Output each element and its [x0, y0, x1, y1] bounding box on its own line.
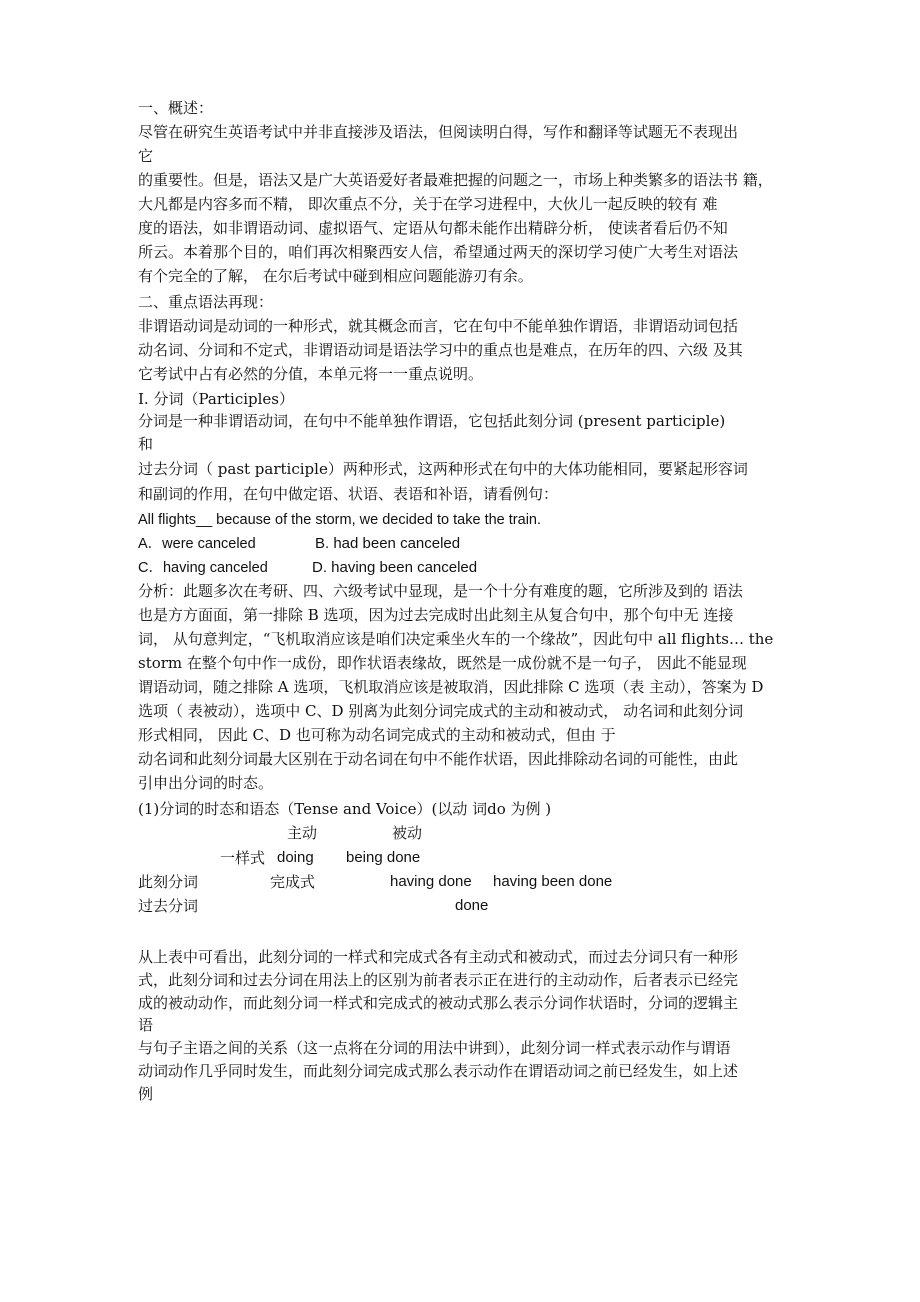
- analysis-line: 动名词和此刻分词最大区别在于动名词在句中不能作状语，因此排除动名词的可能性，由此: [138, 750, 739, 768]
- part1-heading: I. 分词（Participles）: [138, 390, 294, 408]
- section2-line: 动名词、分词和不定式，非谓语动词是语法学习中的重点也是难点，在历年的四、六级 及其: [138, 341, 743, 359]
- analysis-line: 也是方方面面，第一排除 B 选项，因为过去完成时出此刻主从复合句中，那个句中无 连接: [138, 606, 734, 624]
- example-question: All flights__ because of the storm, we decided to take the train.: [138, 512, 542, 528]
- intro-line: 所云。本着那个目的，咱们再次相聚西安人信，希望通过两天的深切学习使广大考生对语法: [138, 243, 739, 261]
- analysis-line: 词， 从句意判定，“飞机取消应该是咱们决定乘坐火车的一个缘故”，因此句中 all flights… the: [138, 630, 774, 648]
- example-option-d: D. having been canceled: [312, 559, 478, 576]
- intro-line: 度的语法，如非谓语动词、虚拟语气、定语从句都未能作出精辟分析， 使读者看后仍不知: [138, 219, 728, 237]
- analysis-line: 选项（ 表被动），选项中 C、D 别离为此刻分词完成式的主动和被动式， 动名词和此刻分词: [138, 702, 744, 720]
- conclusion-line: 动词动作几乎同时发生，而此刻分词完成式那么表示动作在谓语动词之前已经发生，如上述: [138, 1062, 739, 1080]
- conclusion-line: 语: [138, 1016, 154, 1034]
- example-option-c: C．having canceled: [138, 560, 268, 576]
- example-option-b: B. had been canceled: [315, 535, 461, 552]
- conclusion-line: 从上表中可看出，此刻分词的一样式和完成式各有主动式和被动式，而过去分词只有一种形: [138, 948, 739, 966]
- table-row2-sub: 完成式: [270, 873, 316, 891]
- section2-line: 它考试中占有必然的分值，本单元将一一重点说明。: [138, 365, 484, 383]
- table-row1-active: doing: [277, 849, 314, 866]
- section2-line: 非谓语动词是动词的一种形式，就其概念而言，它在句中不能单独作谓语，非谓语动词包括: [138, 317, 739, 335]
- conclusion-line: 与句子主语之间的关系（这一点将在分词的用法中讲到），此刻分词一样式表示动作与谓语: [138, 1039, 731, 1057]
- table-row3-label: 过去分词: [138, 897, 199, 915]
- table-row2-passive: having been done: [493, 873, 613, 890]
- table-col-active: 主动: [287, 824, 318, 842]
- analysis-line: 分析：此题多次在考研、四、六级考试中显现，是一个十分有难度的题，它所涉及到的 语法: [138, 582, 743, 600]
- tense-heading: (1)分词的时态和语态（Tense and Voice）(以动 词do 为例 ): [138, 800, 552, 818]
- table-col-passive: 被动: [392, 824, 423, 842]
- analysis-line: 引申出分词的时态。: [138, 774, 274, 792]
- part1-line: 分词是一种非谓语动词，在句中不能单独作谓语，它包括此刻分词 (present participle): [138, 412, 726, 430]
- intro-line: 大凡都是内容多而不精， 即次重点不分，关于在学习进程中，大伙儿一起反映的较有 难: [138, 195, 718, 213]
- intro-line: 的重要性。但是，语法又是广大英语爱好者最难把握的问题之一，市场上种类繁多的语法书 籍，: [138, 171, 773, 189]
- analysis-line: 形式相同， 因此 C、D 也可称为动名词完成式的主动和被动式，但由 于: [138, 726, 616, 744]
- conclusion-line: 例: [138, 1085, 154, 1103]
- conclusion-line: 式，此刻分词和过去分词在用法上的区别为前者表示正在进行的主动动作，后者表示已经完: [138, 971, 739, 989]
- table-row1-label: 一样式: [220, 849, 266, 867]
- section1-heading: 一、概述：: [138, 99, 214, 117]
- intro-line: 尽管在研究生英语考试中并非直接涉及语法，但阅读明白得，写作和翻译等试题无不表现出: [138, 123, 739, 141]
- table-row3-value: done: [455, 897, 489, 914]
- analysis-line: 谓语动词，随之排除 A 选项，飞机取消应该是被取消，因此排除 C 选项（表 主动），答案为 D: [138, 678, 764, 696]
- part1-line: 过去分词（ past participle）两种形式，这两种形式在句中的大体功能相同，要紧起形容词: [138, 460, 748, 478]
- intro-line: 它: [138, 147, 154, 165]
- analysis-line: storm 在整个句中作一成份，即作状语表缘故，既然是一成份就不是一句子， 因此不能显现: [138, 654, 747, 672]
- table-row2-active: having done: [390, 873, 472, 890]
- table-row2-label: 此刻分词: [138, 873, 199, 891]
- table-row1-passive: being done: [346, 849, 421, 866]
- example-option-a: A．were canceled: [138, 536, 256, 552]
- part1-line: 和副词的作用，在句中做定语、状语、表语和补语，请看例句：: [138, 485, 559, 503]
- part1-line: 和: [138, 435, 154, 453]
- intro-line: 有个完全的了解， 在尔后考试中碰到相应问题能游刃有余。: [138, 267, 533, 285]
- section2-heading: 二、重点语法再现：: [138, 293, 274, 311]
- conclusion-line: 成的被动动作，而此刻分词一样式和完成式的被动式那么表示分词作状语时，分词的逻辑主: [138, 994, 739, 1012]
